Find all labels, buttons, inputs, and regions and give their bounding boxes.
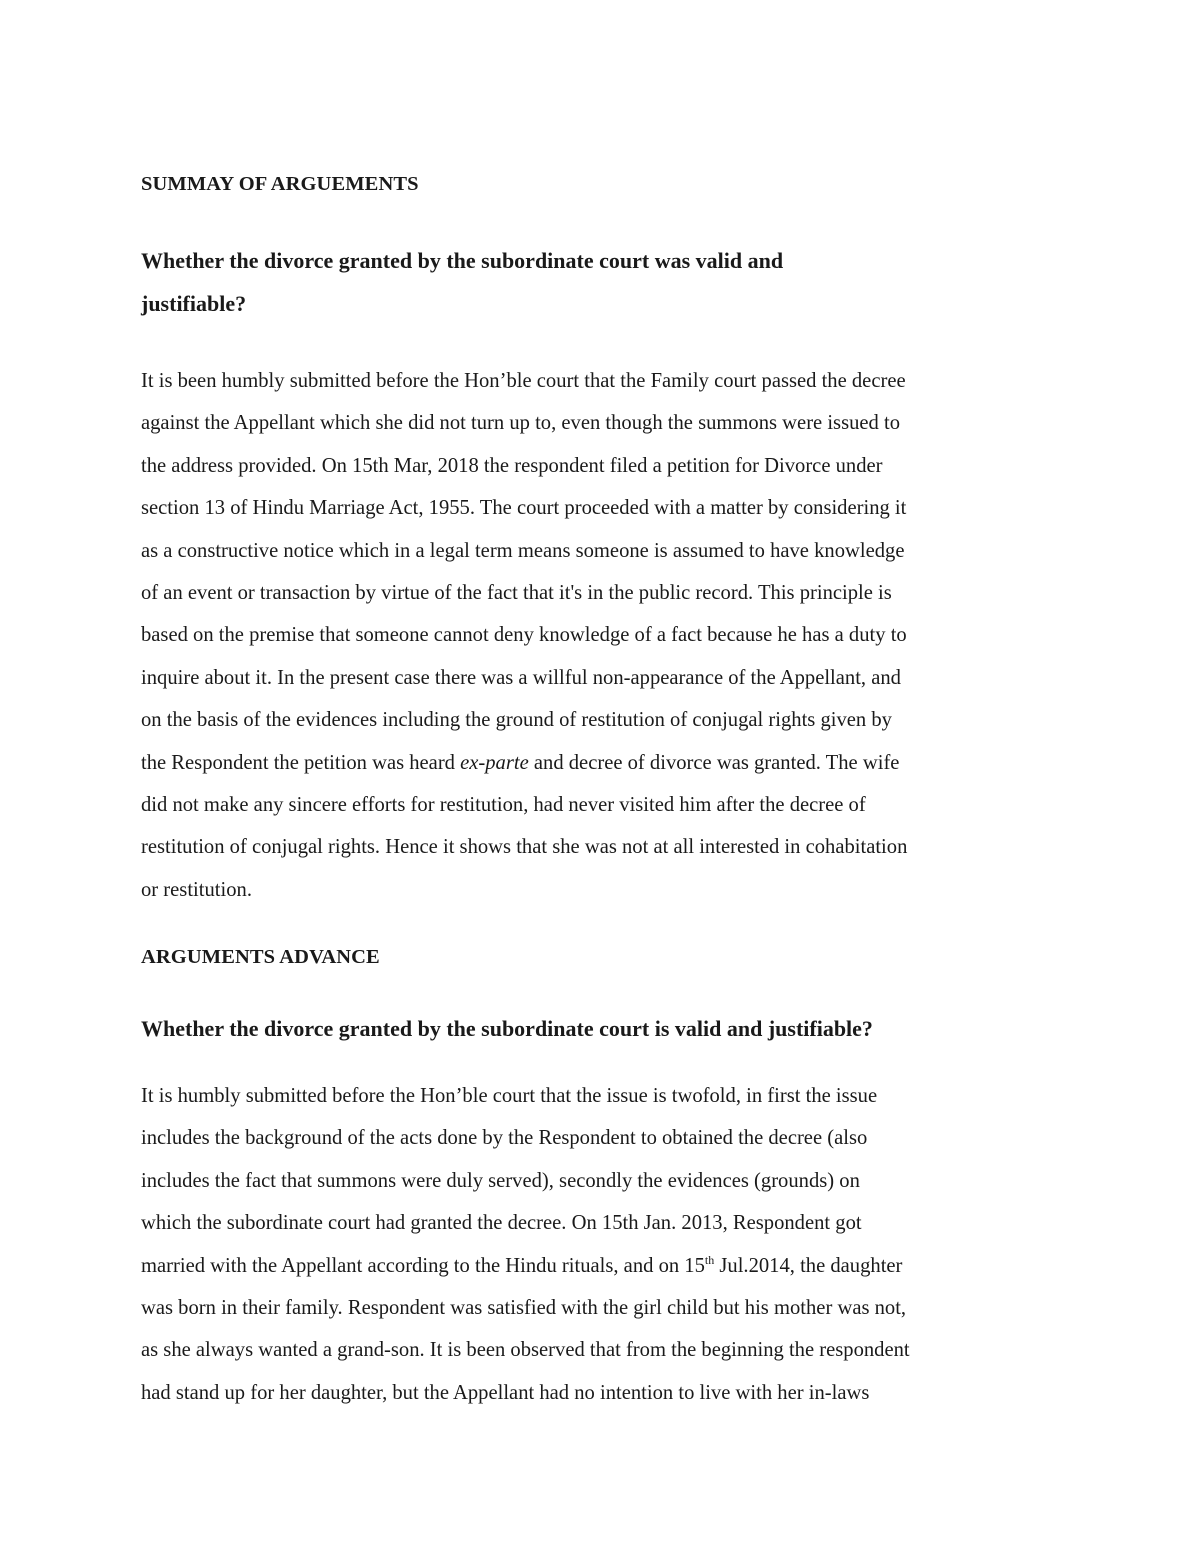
paragraph-line: against the Appellant which she did not turn up to, even though the summons were issued to xyxy=(141,412,900,435)
paragraph-line: did not make any sincere efforts for restitution, had never visited him after the decree of xyxy=(141,794,866,817)
paragraph-line: It is been humbly submitted before the Hon’ble court that the Family court passed the decree xyxy=(141,370,906,392)
paragraph-line: inquire about it. In the present case there was a willful non-appearance of the Appellant, and xyxy=(141,666,901,689)
question-heading-2: Whether the divorce granted by the subordinate court is valid and justifiable? xyxy=(141,1016,873,1041)
paragraph-line: section 13 of Hindu Marriage Act, 1955. The court proceeded with a matter by considering it xyxy=(141,497,907,520)
paragraph-line: had stand up for her daughter, but the Appellant had no intention to live with her in-laws xyxy=(141,1381,870,1404)
summary-paragraph xyxy=(141,360,1059,911)
paragraph-line: which the subordinate court had granted the decree. On 15th Jan. 2013, Respondent got xyxy=(141,1212,862,1235)
paragraph-line: includes the fact that summons were duly served), secondly the evidences (grounds) on xyxy=(141,1169,860,1192)
ordinal-superscript: th xyxy=(704,1252,715,1267)
paragraph-line: of an event or transaction by virtue of the fact that it's in the public record. This principle is xyxy=(141,582,892,605)
paragraph-line: as she always wanted a grand-son. It is been observed that from the beginning the respondent xyxy=(141,1339,910,1362)
question-heading-1-line-2: justifiable? xyxy=(141,290,247,316)
paragraph-line: the address provided. On 15th Mar, 2018 the respondent filed a petition for Divorce under xyxy=(141,454,883,477)
paragraph-line: includes the background of the acts done by the Respondent to obtained the decree (also xyxy=(141,1127,868,1150)
question-heading-1-line-1: Whether the divorce granted by the subordinate court was valid and xyxy=(141,248,784,273)
paragraph-line-with-italic xyxy=(141,742,1059,784)
arguments-paragraph xyxy=(141,1075,1059,1414)
question-heading-1 xyxy=(141,240,961,325)
paragraph-line: as a constructive notice which in a legal term means someone is assumed to have knowledge xyxy=(141,539,905,562)
paragraph-line: restitution of conjugal rights. Hence it shows that she was not at all interested in cohabitation xyxy=(141,836,908,859)
paragraph-line: on the basis of the evidences including the ground of restitution of conjugal rights given by xyxy=(141,709,892,732)
paragraph-line: was born in their family. Respondent was satisfied with the girl child but his mother was not, xyxy=(141,1297,907,1320)
line-text: married with the Appellant according to the Hindu rituals, and on 15 xyxy=(141,1254,705,1277)
section-heading-arguments: ARGUMENTS ADVANCE xyxy=(141,946,380,968)
line-text: the Respondent the petition was heard xyxy=(141,751,461,774)
paragraph-line: based on the premise that someone cannot deny knowledge of a fact because he has a duty to xyxy=(141,624,907,647)
paragraph-line-with-superscript xyxy=(141,1245,1059,1287)
italic-term: ex-parte xyxy=(460,751,529,774)
paragraph-line: It is humbly submitted before the Hon’ble court that the issue is twofold, in first the issue xyxy=(141,1085,878,1107)
section-heading-summary: SUMMAY OF ARGUEMENTS xyxy=(141,173,419,195)
line-text: Jul.2014, the daughter xyxy=(714,1254,903,1277)
paragraph-line: or restitution. xyxy=(141,878,252,901)
line-text: and decree of divorce was granted. The wife xyxy=(528,751,900,774)
